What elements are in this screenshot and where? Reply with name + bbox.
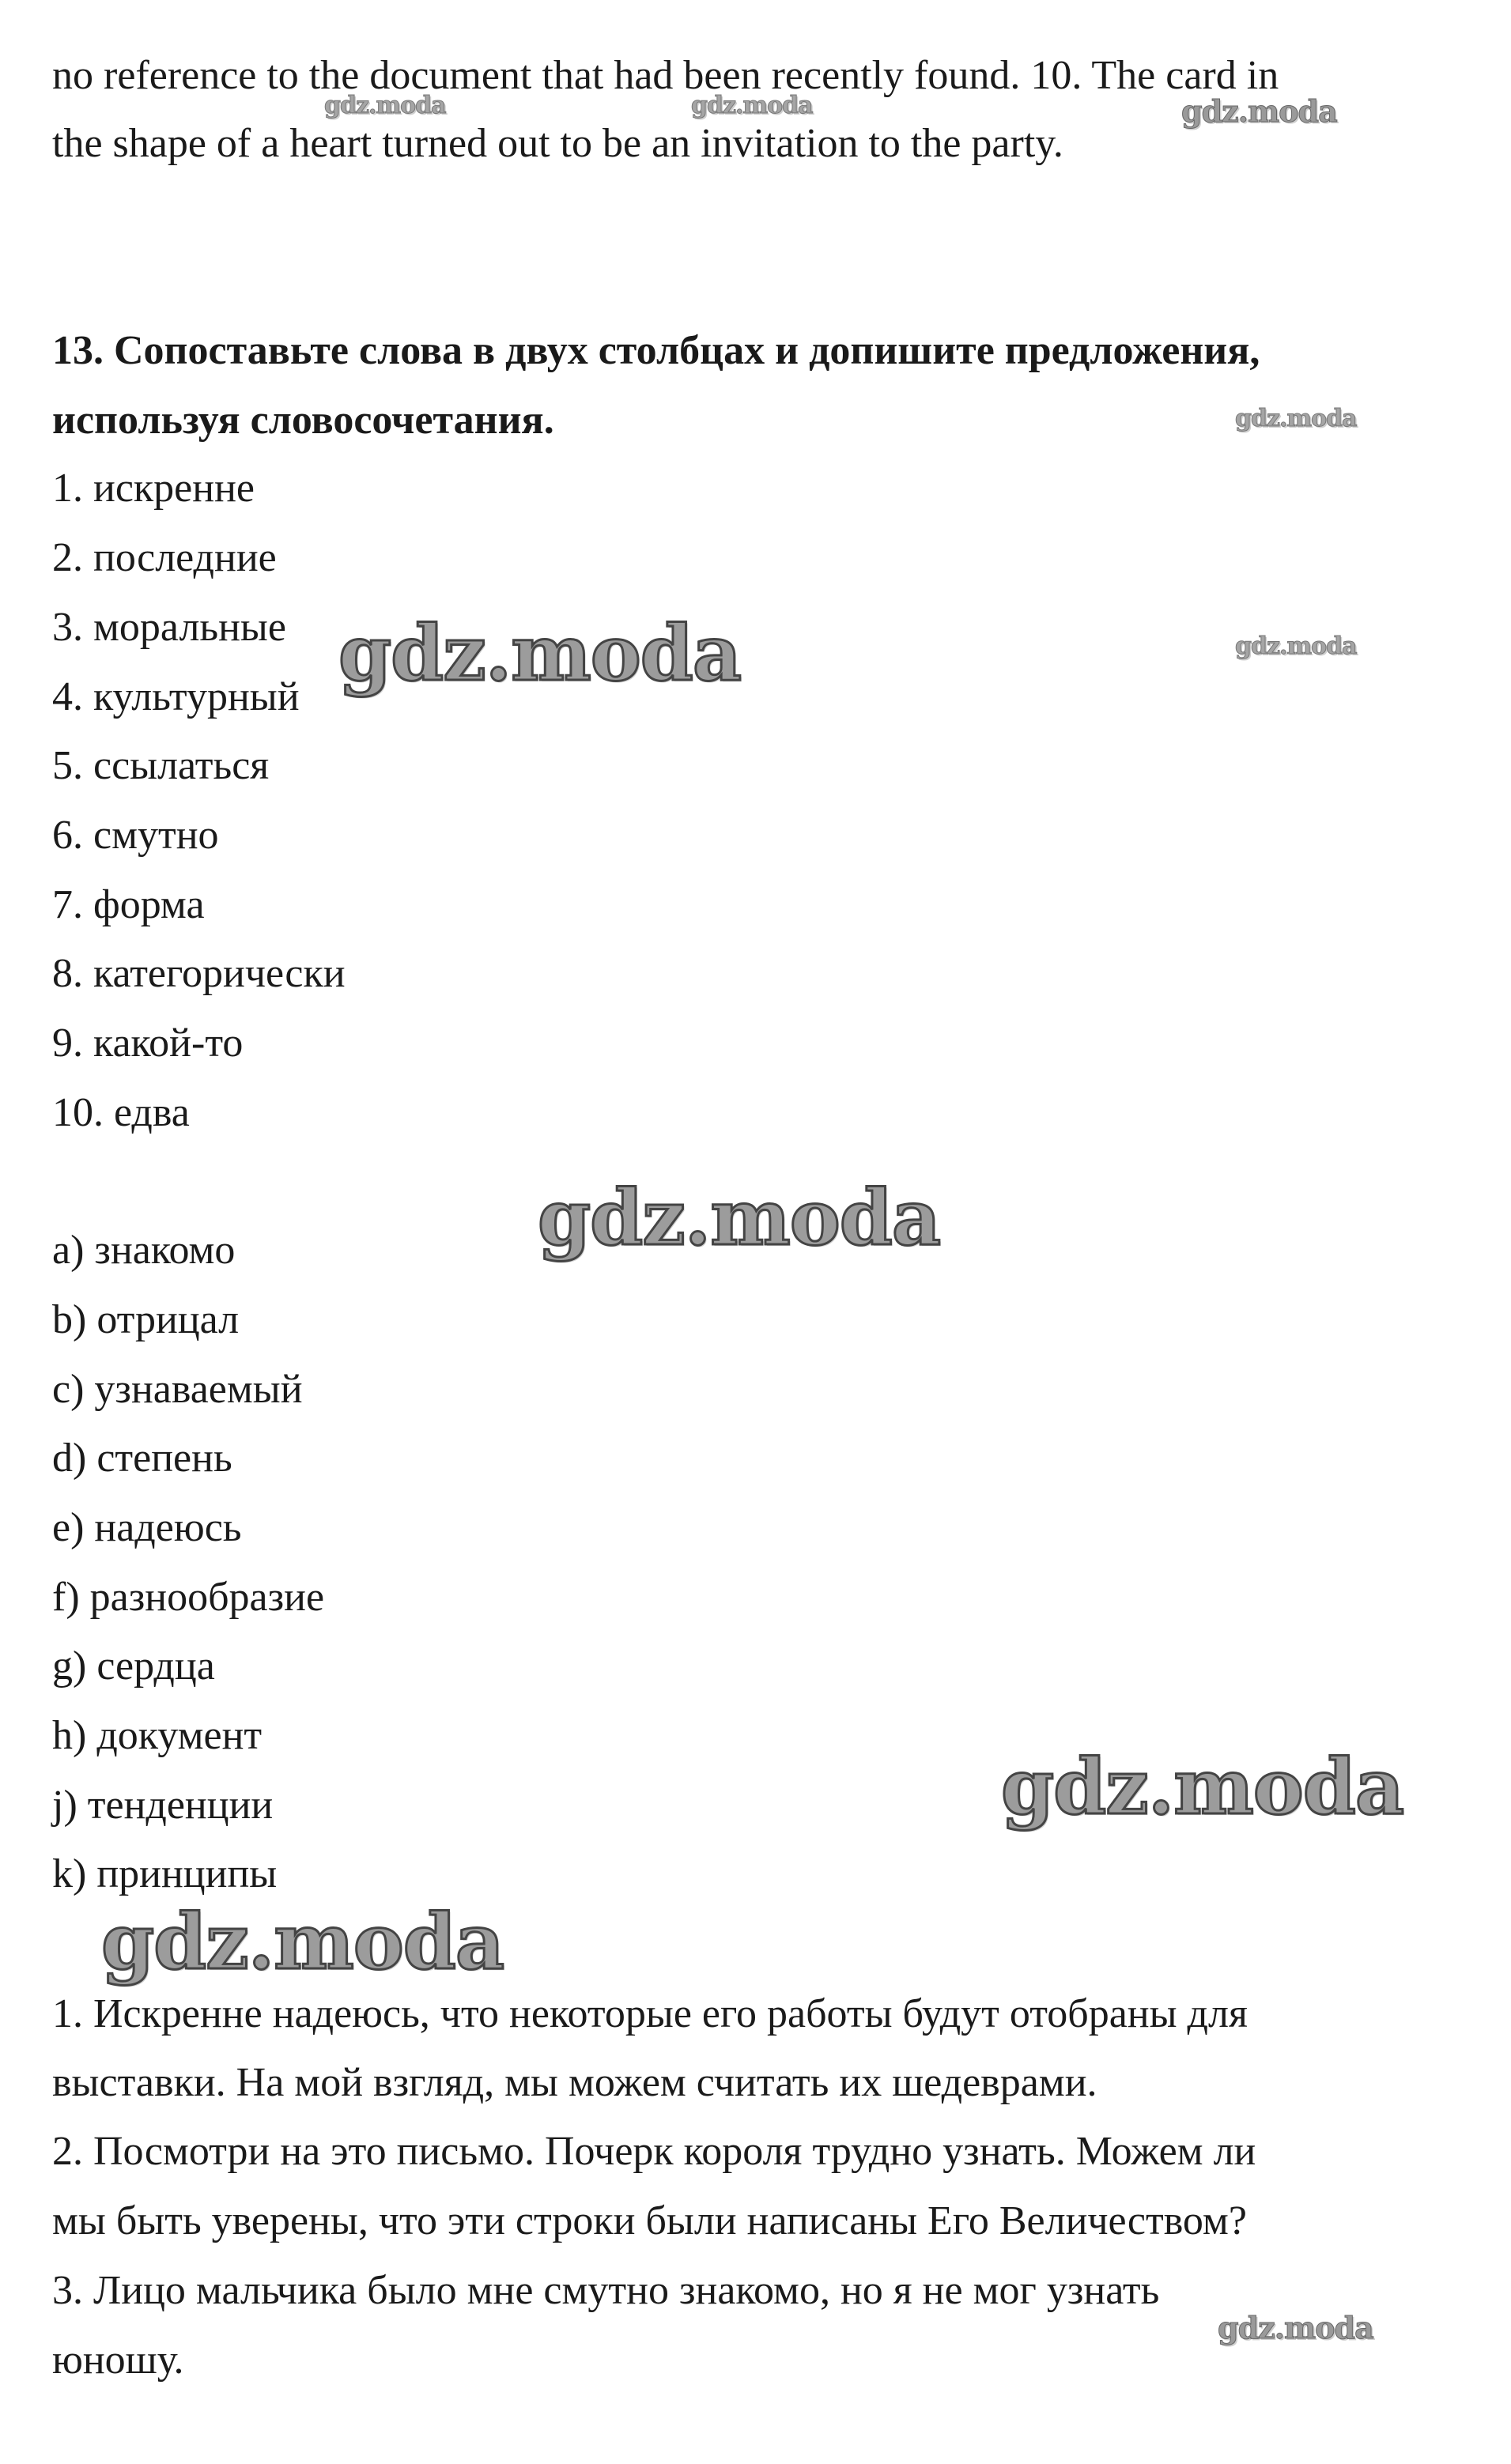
list-item: 2. последние (52, 535, 277, 580)
list-item: d) степень (52, 1436, 232, 1481)
watermark-logo: gdz.moda (538, 1173, 941, 1262)
list-item: b) отрицал (52, 1297, 240, 1342)
watermark-logo: gdz.moda (1235, 405, 1357, 432)
task-heading-line-1: 13. Сопоставьте слова в двух столбцах и допишите предложения, (52, 328, 1260, 373)
list-item: e) надеюсь (52, 1505, 242, 1550)
watermark-logo: gdz.moda (1218, 2310, 1373, 2345)
list-item: 10. едва (52, 1090, 190, 1135)
watermark-logo: gdz.moda (1001, 1742, 1404, 1832)
list-item: 5. ссылаться (52, 743, 270, 788)
watermark-logo: gdz.moda (338, 609, 742, 698)
answer-line: 1. Искренне надеюсь, что некоторые его работы будут отобраны для (52, 1991, 1248, 2036)
list-item: c) узнаваемый (52, 1367, 303, 1412)
list-item: 3. моральные (52, 605, 286, 650)
list-item: 1. искренне (52, 466, 255, 511)
answer-line: 2. Посмотри на это письмо. Почерк короля трудно узнать. Можем ли (52, 2129, 1256, 2174)
list-item: j) тенденции (52, 1783, 274, 1828)
list-item: h) документ (52, 1713, 263, 1758)
watermark-logo: gdz.moda (1235, 632, 1357, 660)
list-item: a) знакомо (52, 1228, 236, 1273)
list-item: 4. культурный (52, 674, 300, 719)
list-item: k) принципы (52, 1851, 278, 1896)
list-item: 6. смутно (52, 813, 219, 858)
intro-line-1: no reference to the document that had been recently found. 10. The card in (52, 53, 1279, 98)
list-item: 8. категорически (52, 951, 346, 996)
intro-line-2: the shape of a heart turned out to be an invitation to the party. (52, 121, 1063, 166)
watermark-logo: gdz.moda (691, 92, 813, 119)
list-item: f) разнообразие (52, 1575, 325, 1620)
answer-line: выставки. На мой взгляд, мы можем считать их шедеврами. (52, 2060, 1097, 2105)
watermark-logo: gdz.moda (324, 92, 446, 119)
answer-line: юношу. (52, 2338, 184, 2383)
answer-line: мы быть уверены, что эти строки были написаны Его Величеством? (52, 2198, 1247, 2243)
list-item: g) сердца (52, 1643, 215, 1689)
answer-line: 3. Лицо мальчика было мне смутно знакомо, но я не мог узнать (52, 2268, 1160, 2313)
list-item: 9. какой-то (52, 1021, 244, 1066)
watermark-logo: gdz.moda (1181, 93, 1337, 129)
watermark-logo: gdz.moda (101, 1897, 504, 1987)
task-heading-line-2: используя словосочетания. (52, 398, 554, 443)
list-item: 7. форма (52, 882, 205, 927)
